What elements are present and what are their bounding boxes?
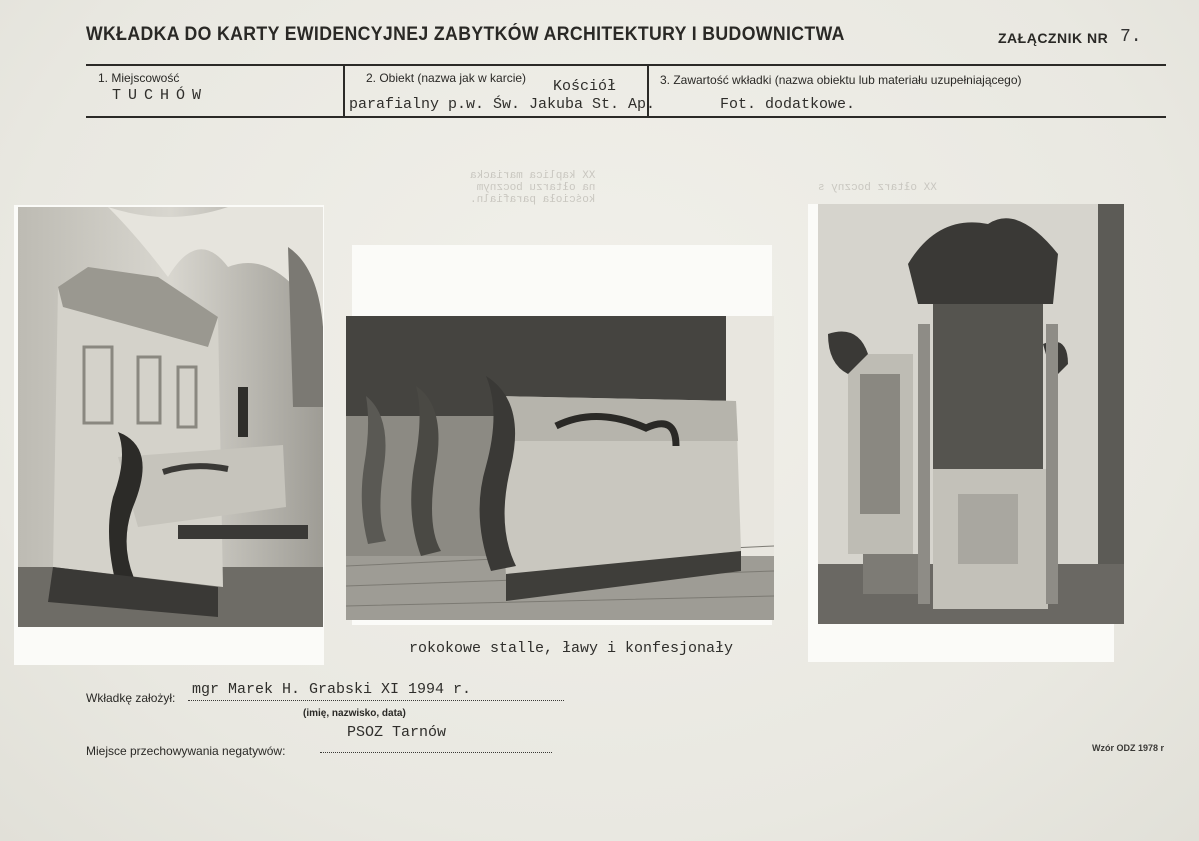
negatives-line: [320, 752, 552, 753]
confessional-image: [818, 204, 1124, 624]
form-code: Wzór ODZ 1978 r: [1092, 743, 1165, 753]
form-title: WKŁADKA DO KARTY EWIDENCYJNEJ ZABYTKÓW ARCHITEKTURY I BUDOWNICTWA: [86, 24, 845, 45]
show-through-text: XX kaplica mariacka na ołtarzu bocznym kościoła parafialn.: [470, 170, 596, 206]
photo-pews: [346, 316, 774, 620]
author-line: [188, 700, 564, 701]
content-label: 3. Zawartość wkładki (nazwa obiektu lub materiału uzupełniającego): [660, 73, 1022, 87]
stalls-image: [18, 207, 323, 627]
author-value: mgr Marek H. Grabski XI 1994 r.: [192, 681, 472, 698]
object-value-line1: Kościół: [553, 78, 617, 95]
content-value: Fot. dodatkowe.: [720, 96, 856, 113]
photo-caption: rokokowe stalle, ławy i konfesjonały: [409, 640, 734, 657]
field-bottom-rule: [86, 116, 1166, 118]
show-through-text: XX ołtarz boczny s: [818, 182, 937, 194]
annex-label: ZAŁĄCZNIK NR: [998, 30, 1109, 46]
object-label: 2. Obiekt (nazwa jak w karcie): [366, 71, 527, 85]
negatives-label: Miejsce przechowywania negatywów:: [86, 744, 286, 758]
photo-confessional: [818, 204, 1124, 624]
locality-value: TUCHÓW: [112, 87, 209, 104]
field-divider-1: [343, 64, 345, 118]
author-label: Wkładkę założył:: [86, 691, 176, 705]
photo-stalls: [18, 207, 323, 627]
locality-label: 1. Miejscowość: [98, 71, 180, 85]
author-hint: (imię, nazwisko, data): [303, 708, 406, 719]
object-value-line2: parafialny p.w. Św. Jakuba St. Ap.: [349, 96, 656, 113]
negatives-value: PSOZ Tarnów: [347, 724, 447, 741]
pews-image: [346, 316, 774, 620]
field-top-rule: [86, 64, 1166, 66]
annex-number: 7.: [1120, 27, 1142, 47]
